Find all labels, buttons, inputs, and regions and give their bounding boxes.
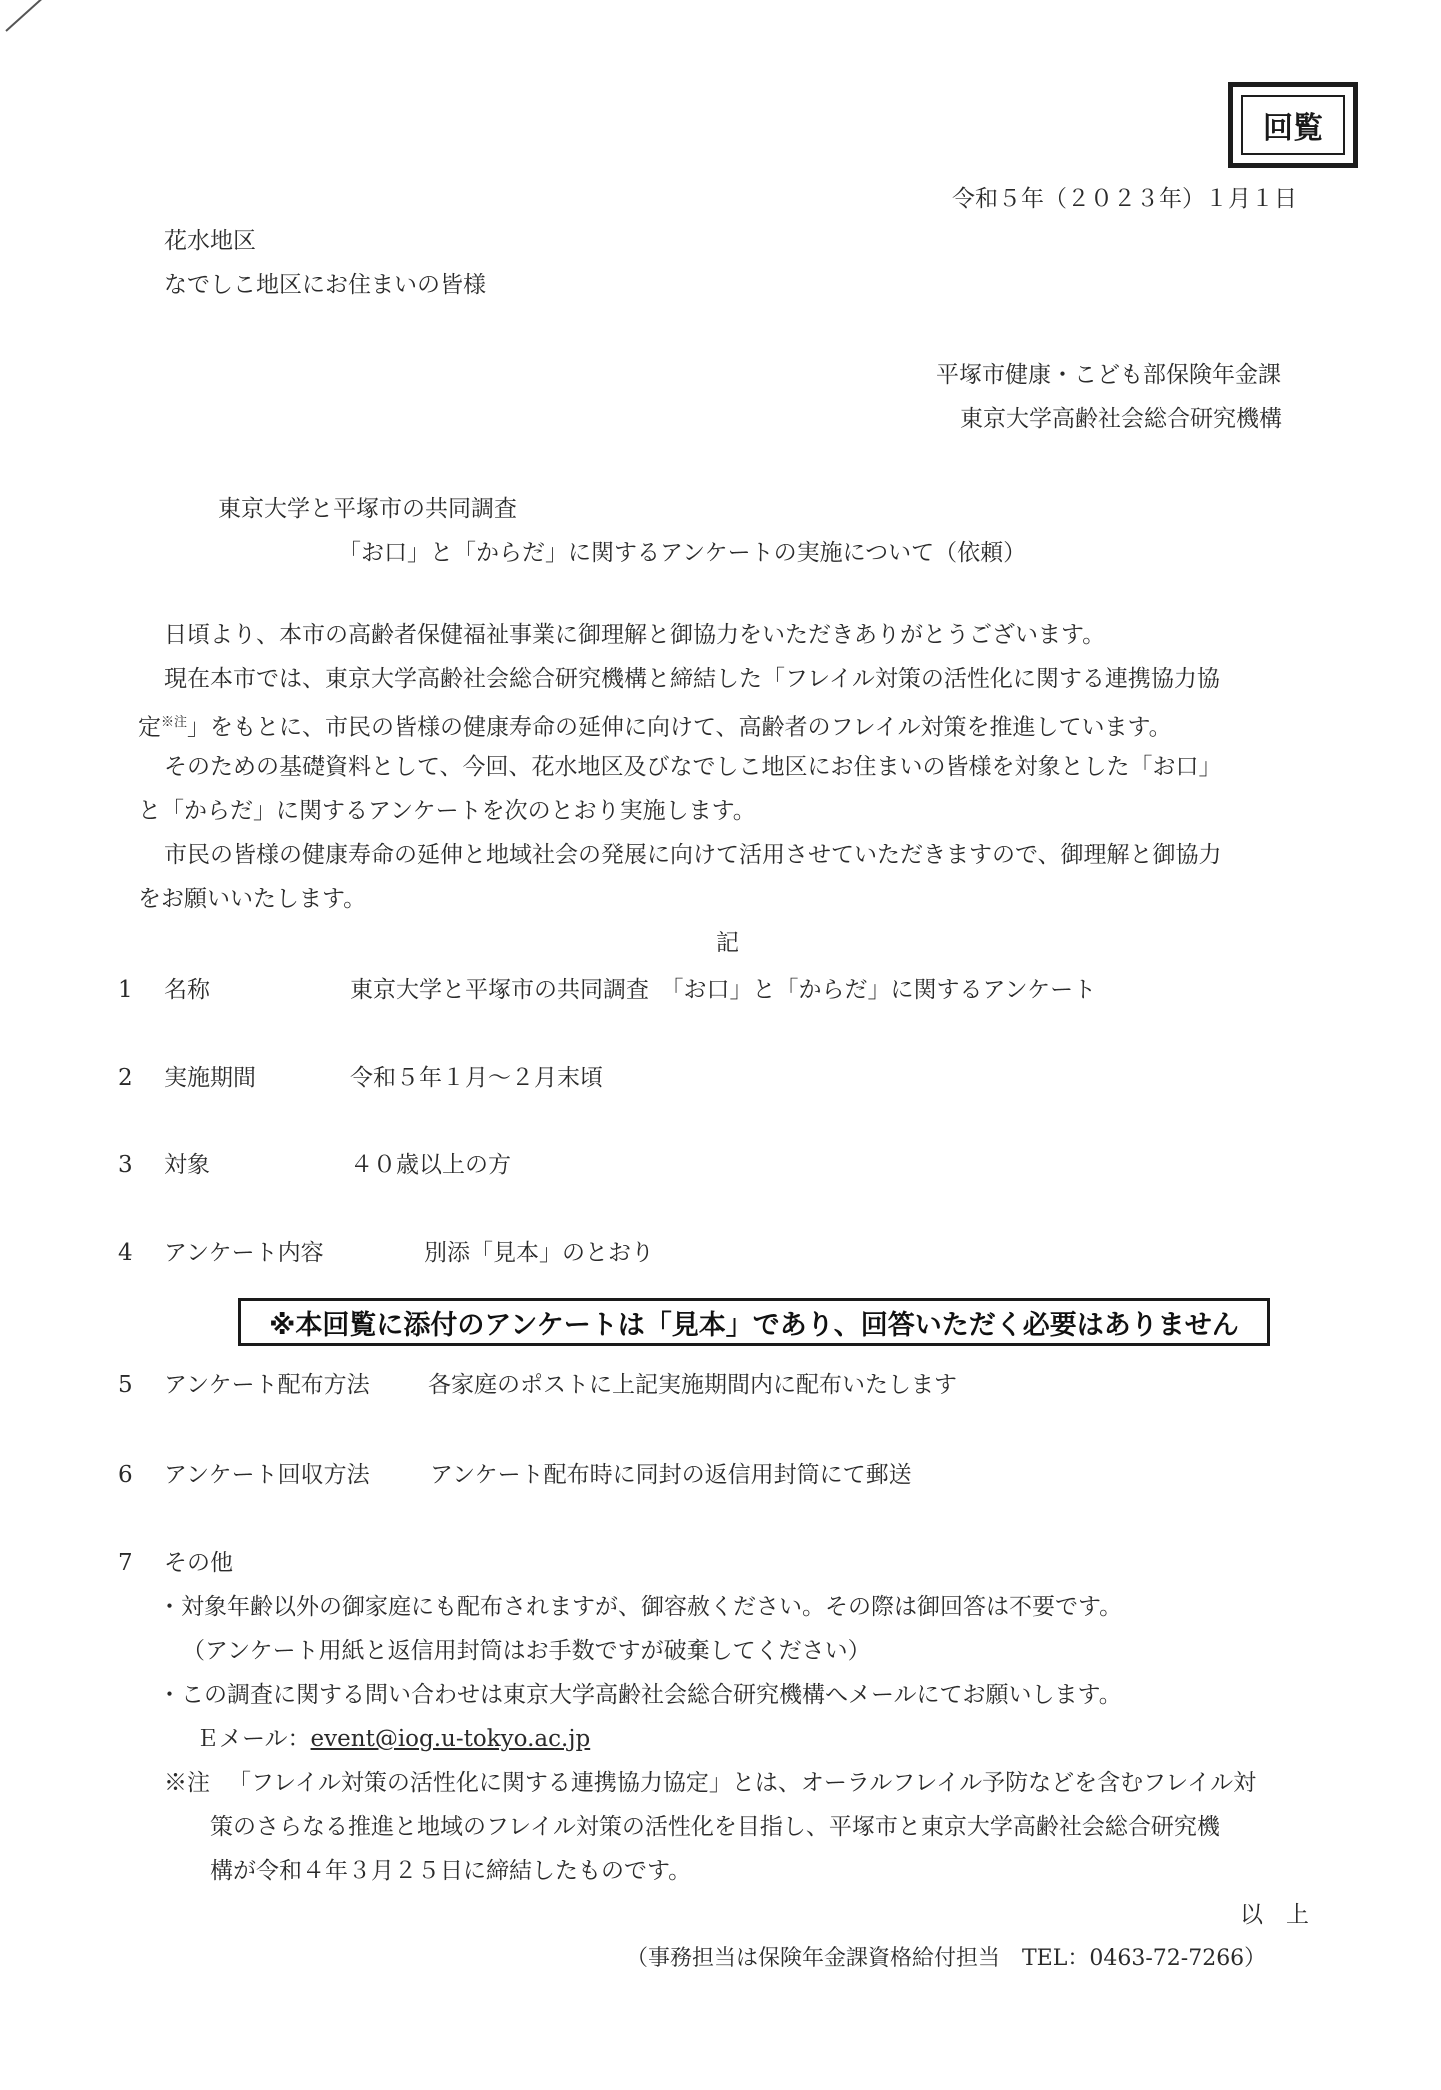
item-value: ４０歳以上の方 <box>350 1152 511 1178</box>
contact-line: （事務担当は保険年金課資格給付担当 TEL：0463-72-7266） <box>626 1946 1267 1971</box>
circulation-stamp-label: 回覧 <box>1241 95 1345 155</box>
item-label: アンケート内容 <box>164 1240 324 1266</box>
item-value: 東京大学と平塚市の共同調査 「お口」と「からだ」に関するアンケート <box>350 977 1097 1003</box>
item-label: アンケート配布方法 <box>164 1372 370 1398</box>
ki-heading: 記 <box>716 930 739 956</box>
item-value: 各家庭のポストに上記実施期間内に配布いたします <box>428 1372 957 1398</box>
subject-line-1: 東京大学と平塚市の共同調査 <box>218 496 517 522</box>
item-number: 3 <box>118 1152 133 1178</box>
item-value: アンケート配布時に同封の返信用封筒にて郵送 <box>430 1462 912 1488</box>
item-number: 2 <box>118 1065 133 1091</box>
recipient-line-1: 花水地区 <box>164 228 256 254</box>
other-line-2: （アンケート用紙と返信用封筒はお手数ですが破棄してください） <box>182 1638 871 1664</box>
circulation-stamp <box>1228 82 1358 168</box>
item-number: 5 <box>118 1372 133 1398</box>
footnote-line-3: 構が令和４年３月２５日に締結したものです。 <box>210 1858 692 1884</box>
body-paragraph-2-line-1: 現在本市では、東京大学高齢社会総合研究機構と締結した「フレイル対策の活性化に関する連携協力協 <box>164 666 1220 692</box>
item-label: 対象 <box>164 1152 210 1178</box>
item-number: 4 <box>118 1240 133 1266</box>
body-paragraph-3-line-2: と「からだ」に関するアンケートを次のとおり実施します。 <box>138 798 756 824</box>
recipient-line-2: なでしこ地区にお住まいの皆様 <box>164 272 486 298</box>
item-number: 7 <box>118 1550 133 1576</box>
sender-line-1: 平塚市健康・こども部保険年金課 <box>936 362 1281 388</box>
item-label: その他 <box>164 1550 233 1576</box>
item-number: 1 <box>118 977 133 1003</box>
document-date: 令和５年（２０２３年）１月１日 <box>952 186 1297 212</box>
footnote-line-1: 「フレイル対策の活性化に関する連携協力協定」とは、オーラルフレイル予防などを含むフレイル対 <box>228 1770 1257 1796</box>
item-label: アンケート回収方法 <box>164 1462 370 1488</box>
closing-mark: 以 上 <box>1240 1902 1309 1928</box>
notice-box: ※本回覧に添付のアンケートは「見本」であり、回答いただく必要はありません <box>238 1298 1270 1346</box>
email-link[interactable]: event@iog.u-tokyo.ac.jp <box>310 1726 591 1752</box>
other-line-3: ・この調査に関する問い合わせは東京大学高齢社会総合研究機構へメールにてお願いします。 <box>158 1682 1122 1708</box>
email-label: Ｅメール： <box>196 1726 311 1752</box>
body-text-segment: 」をもとに、市民の皆様の健康寿命の延伸に向けて、高齢者のフレイル対策を推進しています。 <box>187 714 1172 741</box>
body-paragraph-4-line-1: 市民の皆様の健康寿命の延伸と地域社会の発展に向けて活用させていただきますので、御理解と御協力 <box>164 842 1222 868</box>
body-paragraph-1: 日頃より、本市の高齢者保健福祉事業に御理解と御協力をいただきありがとうございます。 <box>164 622 1106 648</box>
body-paragraph-4-line-2: をお願いいたします。 <box>138 886 367 912</box>
item-value: 令和５年１月～２月末頃 <box>350 1065 603 1091</box>
footnote-reference: ※注 <box>161 715 188 730</box>
item-label: 実施期間 <box>164 1065 256 1091</box>
body-paragraph-2-line-2 <box>138 708 1172 743</box>
body-paragraph-3-line-1: そのための基礎資料として、今回、花水地区及びなでしこ地区にお住まいの皆様を対象とした「お口」 <box>164 754 1222 780</box>
email-line <box>196 1724 590 1754</box>
footnote-mark: ※注 <box>164 1770 210 1796</box>
sender-line-2: 東京大学高齢社会総合研究機構 <box>960 406 1282 432</box>
scan-corner-mark <box>5 0 51 32</box>
other-line-1: ・対象年齢以外の御家庭にも配布されますが、御容赦ください。その際は御回答は不要です。 <box>158 1594 1123 1620</box>
footnote-line-2: 策のさらなる推進と地域のフレイル対策の活性化を目指し、平塚市と東京大学高齢社会総合研究機 <box>210 1814 1220 1840</box>
item-number: 6 <box>118 1462 133 1488</box>
subject-line-2: 「お口」と「からだ」に関するアンケートの実施について（依頼） <box>338 540 1027 566</box>
body-text-segment: 定 <box>138 714 161 741</box>
item-value: 別添「見本」のとおり <box>424 1240 654 1266</box>
item-label: 名称 <box>164 977 210 1003</box>
